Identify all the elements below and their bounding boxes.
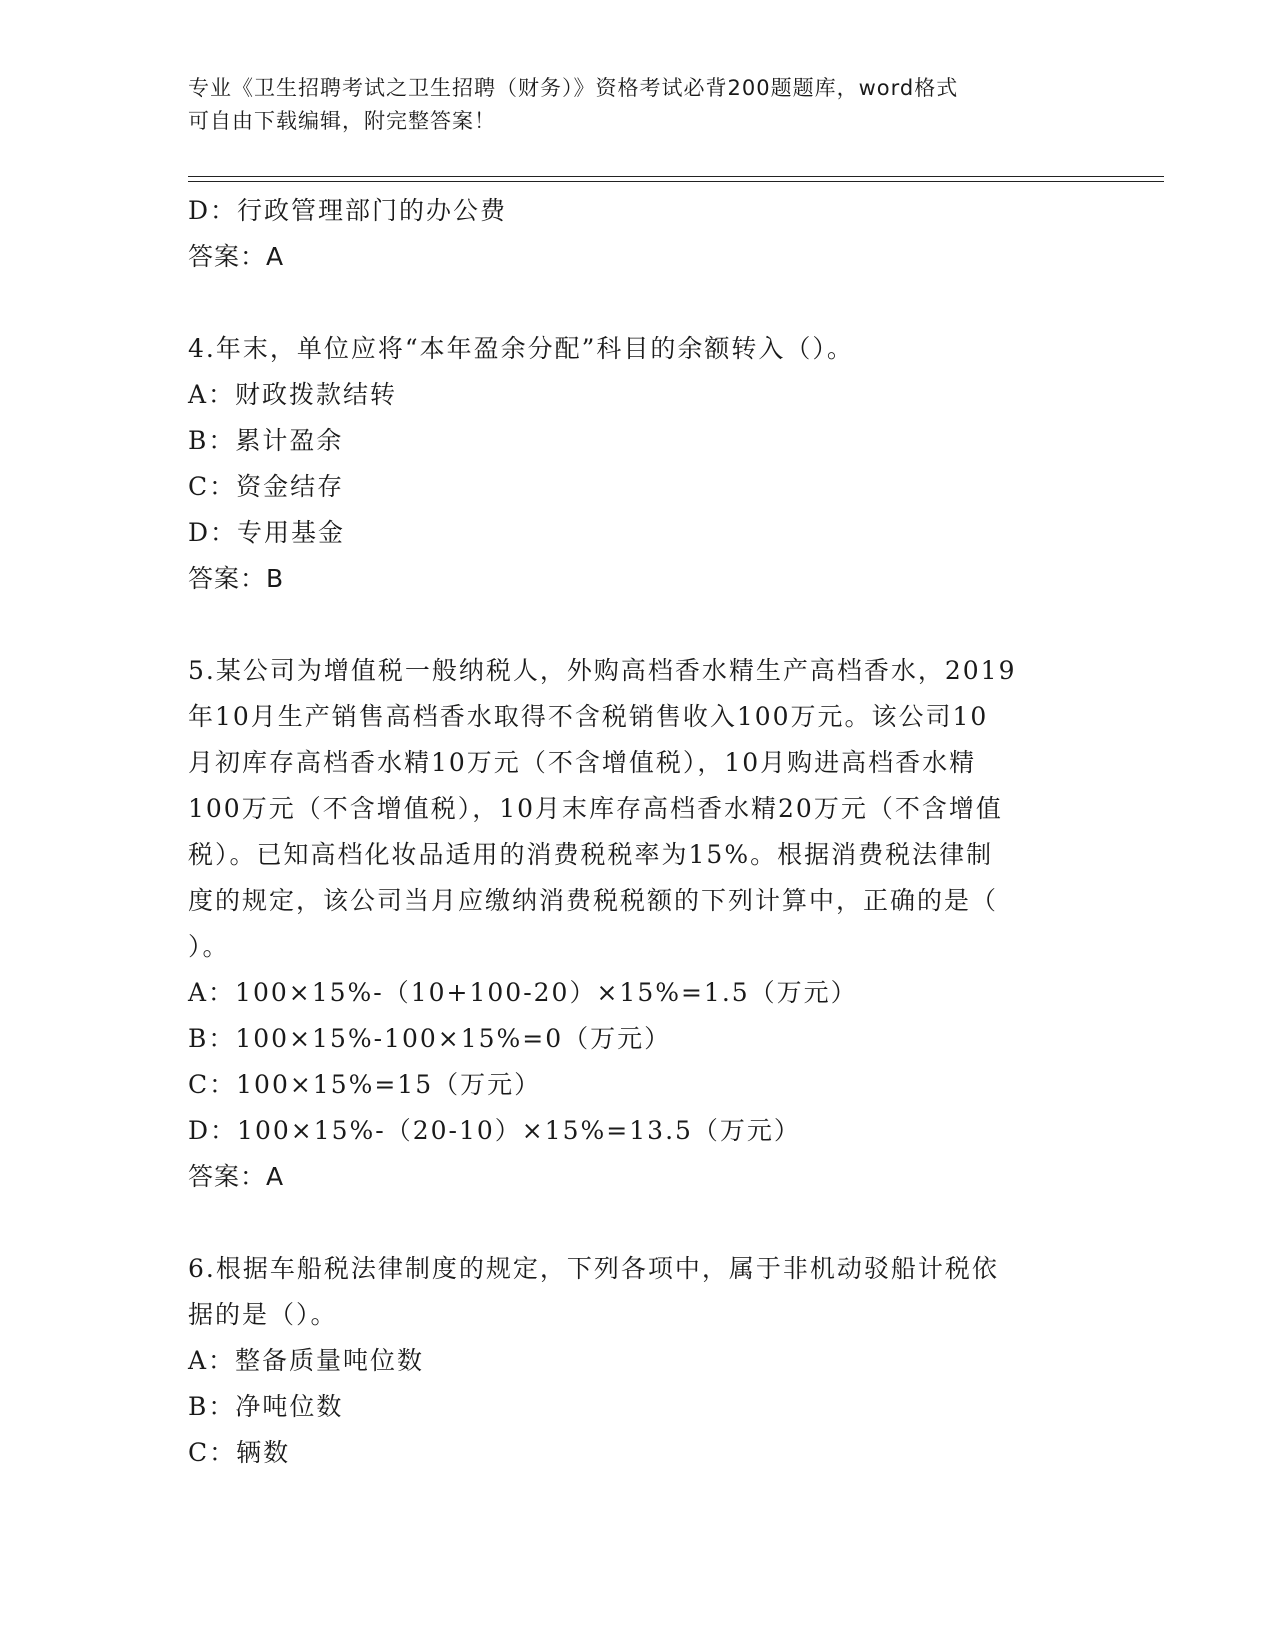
option-d: D：100×15%-（20-10）×15%=13.5（万元） [188, 1116, 801, 1145]
question-3-tail [188, 188, 1088, 280]
answer-line: 答案：A [188, 1162, 285, 1191]
document-header [188, 72, 1088, 138]
header-line-2: 可自由下载编辑，附完整答案！ [188, 109, 496, 133]
option-a: A：财政拨款结转 [188, 380, 398, 409]
stem-line: 月初库存高档香水精10万元（不含增值税），10月购进高档香水精 [188, 748, 977, 777]
stem-line: 5.某公司为增值税一般纳税人，外购高档香水精生产高档香水，2019 [188, 656, 1017, 685]
question-stem [188, 648, 1088, 970]
header-divider-bottom [188, 181, 1164, 182]
question-6 [188, 1246, 1088, 1476]
stem-line: 度的规定，该公司当月应缴纳消费税税额的下列计算中，正确的是（ [188, 886, 999, 915]
question-stem: 4.年末，单位应将“本年盈余分配”科目的余额转入（）。 [188, 334, 854, 363]
stem-line: 税）。已知高档化妆品适用的消费税税率为15%。根据消费税法律制 [188, 840, 994, 869]
option-d: D：行政管理部门的办公费 [188, 196, 508, 225]
stem-line: 年10月生产销售高档香水取得不含税销售收入100万元。该公司10 [188, 702, 989, 731]
option-b: B：100×15%-100×15%=0（万元） [188, 1024, 672, 1053]
option-c: C：100×15%=15（万元） [188, 1070, 542, 1099]
question-4 [188, 326, 1088, 602]
answer-line: 答案：A [188, 242, 285, 271]
question-5 [188, 648, 1088, 1200]
document-body [188, 188, 1088, 1476]
stem-line: 据的是（）。 [188, 1300, 338, 1329]
option-b: B：累计盈余 [188, 426, 344, 455]
spacer [188, 1200, 1088, 1246]
option-b: B：净吨位数 [188, 1392, 344, 1421]
header-line-1: 专业《卫生招聘考试之卫生招聘（财务）》资格考试必背200题题库，word格式 [188, 76, 959, 100]
spacer [188, 602, 1088, 648]
stem-line: 100万元（不含增值税），10月末库存高档香水精20万元（不含增值 [188, 794, 1003, 823]
answer-line: 答案：B [188, 564, 285, 593]
header-divider-top [188, 176, 1164, 177]
spacer [188, 280, 1088, 326]
option-c: C：资金结存 [188, 472, 345, 501]
question-stem [188, 1246, 1088, 1338]
stem-line: ）。 [188, 932, 230, 961]
option-c: C：辆数 [188, 1438, 291, 1467]
stem-line: 6.根据车船税法律制度的规定，下列各项中，属于非机动驳船计税依 [188, 1254, 999, 1283]
option-a: A：整备质量吨位数 [188, 1346, 425, 1375]
option-d: D：专用基金 [188, 518, 346, 547]
option-a: A：100×15%-（10+100-20）×15%=1.5（万元） [188, 978, 858, 1007]
